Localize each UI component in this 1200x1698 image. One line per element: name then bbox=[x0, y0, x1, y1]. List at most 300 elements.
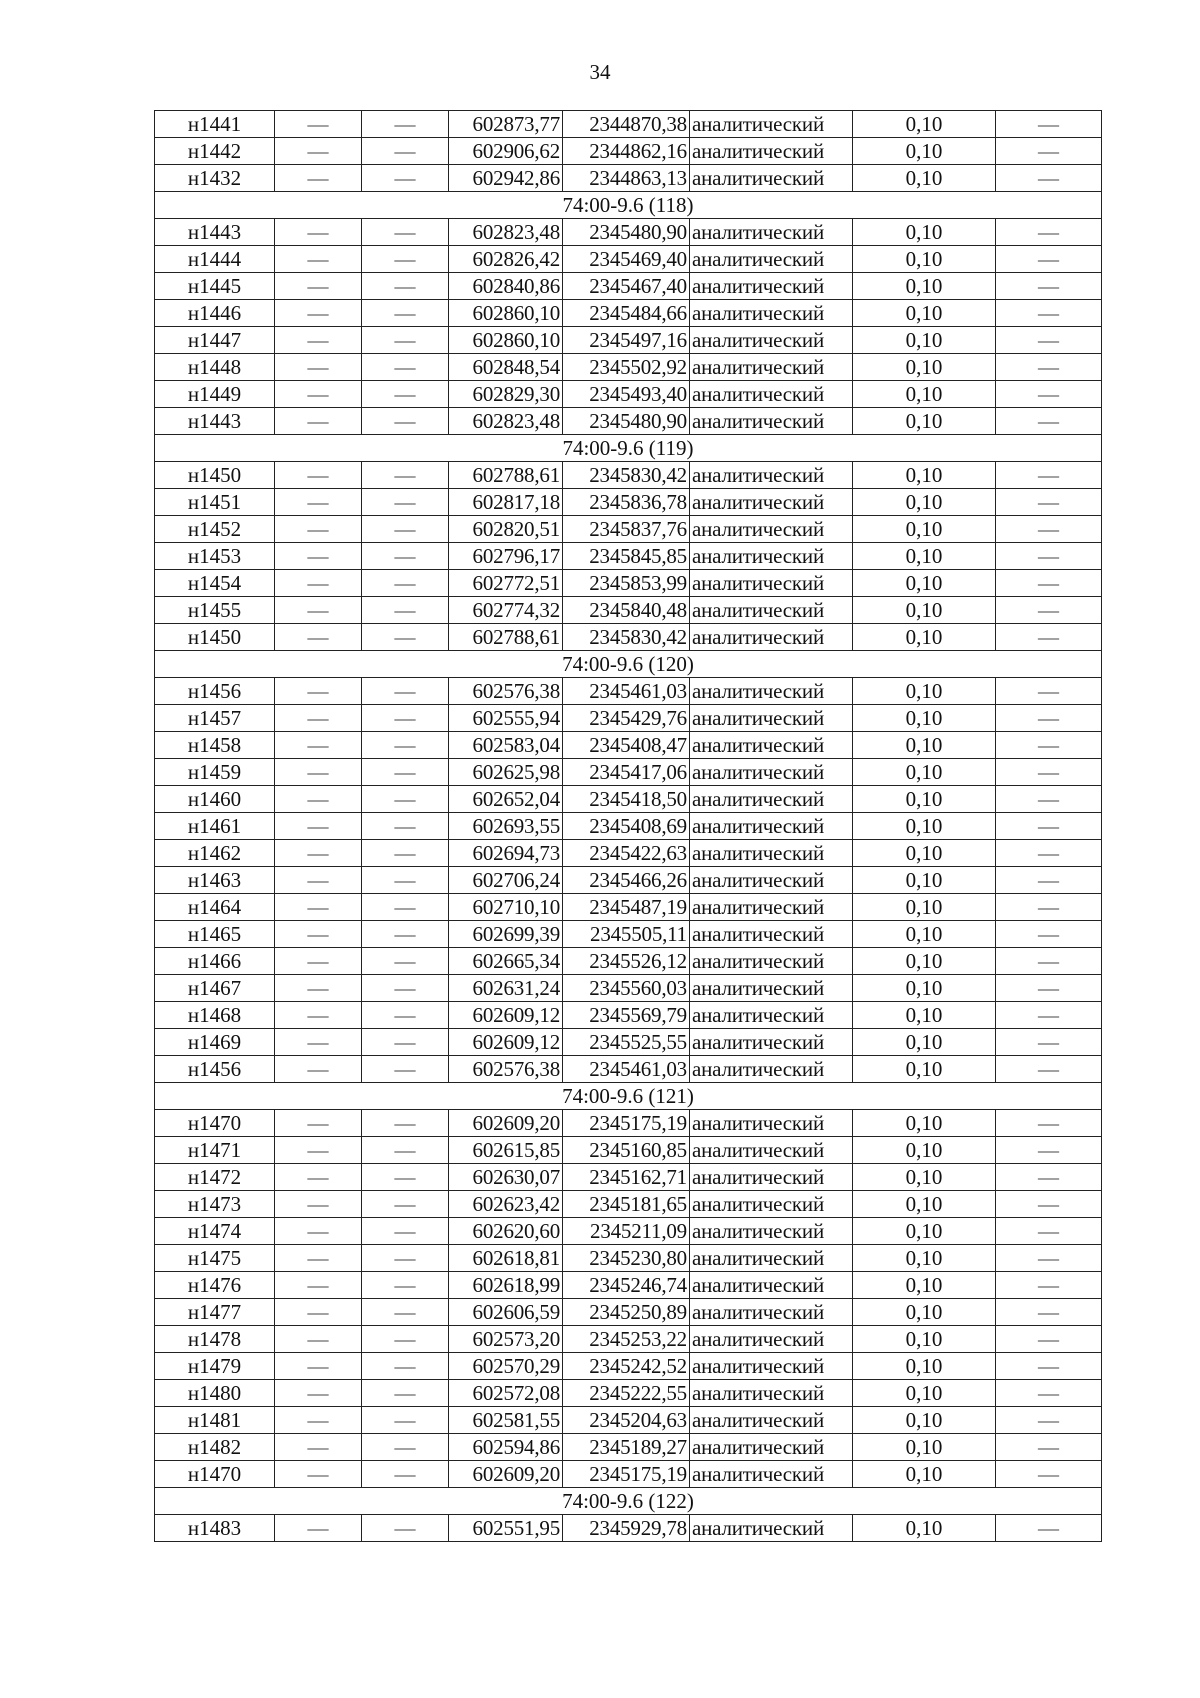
group-header-row bbox=[155, 435, 1102, 462]
description-cell: — bbox=[996, 1164, 1102, 1191]
accuracy-cell: 0,10 bbox=[853, 759, 996, 786]
old-x-cell: — bbox=[275, 1353, 362, 1380]
description-cell: — bbox=[996, 1029, 1102, 1056]
method-cell: аналитический bbox=[690, 165, 853, 192]
new-x-cell: 602860,10 bbox=[449, 327, 563, 354]
new-x-cell: 602618,81 bbox=[449, 1245, 563, 1272]
new-x-cell: 602710,10 bbox=[449, 894, 563, 921]
accuracy-cell: 0,10 bbox=[853, 975, 996, 1002]
point-name-cell: н1461 bbox=[155, 813, 275, 840]
table-row bbox=[155, 165, 1102, 192]
table-row bbox=[155, 1110, 1102, 1137]
new-x-cell: 602817,18 bbox=[449, 489, 563, 516]
new-y-cell: 2345222,55 bbox=[563, 1380, 690, 1407]
old-x-cell: — bbox=[275, 1002, 362, 1029]
new-x-cell: 602840,86 bbox=[449, 273, 563, 300]
new-y-cell: 2345204,63 bbox=[563, 1407, 690, 1434]
old-y-cell: — bbox=[362, 1218, 449, 1245]
point-name-cell: н1452 bbox=[155, 516, 275, 543]
new-x-cell: 602618,99 bbox=[449, 1272, 563, 1299]
old-x-cell: — bbox=[275, 300, 362, 327]
accuracy-cell: 0,10 bbox=[853, 516, 996, 543]
table-row bbox=[155, 1002, 1102, 1029]
method-cell: аналитический bbox=[690, 273, 853, 300]
coordinates-table bbox=[154, 110, 1102, 1542]
point-name-cell: н1442 bbox=[155, 138, 275, 165]
new-y-cell: 2345830,42 bbox=[563, 462, 690, 489]
table-row bbox=[155, 300, 1102, 327]
method-cell: аналитический bbox=[690, 678, 853, 705]
method-cell: аналитический bbox=[690, 1353, 853, 1380]
old-y-cell: — bbox=[362, 1515, 449, 1542]
old-y-cell: — bbox=[362, 1461, 449, 1488]
new-x-cell: 602630,07 bbox=[449, 1164, 563, 1191]
point-name-cell: н1468 bbox=[155, 1002, 275, 1029]
group-header-row bbox=[155, 1488, 1102, 1515]
point-name-cell: н1477 bbox=[155, 1299, 275, 1326]
description-cell: — bbox=[996, 516, 1102, 543]
method-cell: аналитический bbox=[690, 921, 853, 948]
table-row bbox=[155, 1056, 1102, 1083]
method-cell: аналитический bbox=[690, 786, 853, 813]
point-name-cell: н1462 bbox=[155, 840, 275, 867]
accuracy-cell: 0,10 bbox=[853, 408, 996, 435]
group-title: 74:00-9.6 (119) bbox=[155, 435, 1102, 462]
old-x-cell: — bbox=[275, 516, 362, 543]
old-x-cell: — bbox=[275, 1434, 362, 1461]
old-y-cell: — bbox=[362, 1434, 449, 1461]
description-cell: — bbox=[996, 1515, 1102, 1542]
method-cell: аналитический bbox=[690, 327, 853, 354]
accuracy-cell: 0,10 bbox=[853, 921, 996, 948]
description-cell: — bbox=[996, 813, 1102, 840]
group-header-row bbox=[155, 192, 1102, 219]
table-row bbox=[155, 462, 1102, 489]
table-row bbox=[155, 759, 1102, 786]
description-cell: — bbox=[996, 165, 1102, 192]
table-row bbox=[155, 1218, 1102, 1245]
new-x-cell: 602796,17 bbox=[449, 543, 563, 570]
point-name-cell: н1456 bbox=[155, 678, 275, 705]
new-x-cell: 602788,61 bbox=[449, 462, 563, 489]
method-cell: аналитический bbox=[690, 1272, 853, 1299]
point-name-cell: н1460 bbox=[155, 786, 275, 813]
table-row bbox=[155, 732, 1102, 759]
new-y-cell: 2345429,76 bbox=[563, 705, 690, 732]
new-x-cell: 602623,42 bbox=[449, 1191, 563, 1218]
description-cell: — bbox=[996, 273, 1102, 300]
old-x-cell: — bbox=[275, 1515, 362, 1542]
accuracy-cell: 0,10 bbox=[853, 1029, 996, 1056]
group-header-row bbox=[155, 651, 1102, 678]
point-name-cell: н1473 bbox=[155, 1191, 275, 1218]
old-x-cell: — bbox=[275, 381, 362, 408]
new-x-cell: 602652,04 bbox=[449, 786, 563, 813]
method-cell: аналитический bbox=[690, 1245, 853, 1272]
table-row bbox=[155, 1326, 1102, 1353]
method-cell: аналитический bbox=[690, 732, 853, 759]
accuracy-cell: 0,10 bbox=[853, 489, 996, 516]
new-x-cell: 602576,38 bbox=[449, 1056, 563, 1083]
table-row bbox=[155, 1191, 1102, 1218]
old-y-cell: — bbox=[362, 1137, 449, 1164]
method-cell: аналитический bbox=[690, 1110, 853, 1137]
point-name-cell: н1474 bbox=[155, 1218, 275, 1245]
old-x-cell: — bbox=[275, 1299, 362, 1326]
description-cell: — bbox=[996, 1056, 1102, 1083]
new-x-cell: 602848,54 bbox=[449, 354, 563, 381]
new-y-cell: 2345569,79 bbox=[563, 1002, 690, 1029]
old-x-cell: — bbox=[275, 921, 362, 948]
point-name-cell: н1446 bbox=[155, 300, 275, 327]
table-row bbox=[155, 921, 1102, 948]
old-y-cell: — bbox=[362, 1245, 449, 1272]
table-row bbox=[155, 1164, 1102, 1191]
old-x-cell: — bbox=[275, 1137, 362, 1164]
table-row bbox=[155, 948, 1102, 975]
old-y-cell: — bbox=[362, 1299, 449, 1326]
description-cell: — bbox=[996, 354, 1102, 381]
description-cell: — bbox=[996, 921, 1102, 948]
new-y-cell: 2345840,48 bbox=[563, 597, 690, 624]
accuracy-cell: 0,10 bbox=[853, 381, 996, 408]
old-y-cell: — bbox=[362, 1407, 449, 1434]
table-row bbox=[155, 516, 1102, 543]
old-y-cell: — bbox=[362, 894, 449, 921]
point-name-cell: н1472 bbox=[155, 1164, 275, 1191]
new-y-cell: 2345242,52 bbox=[563, 1353, 690, 1380]
old-x-cell: — bbox=[275, 1326, 362, 1353]
new-y-cell: 2345408,47 bbox=[563, 732, 690, 759]
description-cell: — bbox=[996, 138, 1102, 165]
new-x-cell: 602873,77 bbox=[449, 111, 563, 138]
table-row bbox=[155, 1353, 1102, 1380]
old-x-cell: — bbox=[275, 624, 362, 651]
method-cell: аналитический bbox=[690, 1515, 853, 1542]
table-row bbox=[155, 1461, 1102, 1488]
accuracy-cell: 0,10 bbox=[853, 1461, 996, 1488]
old-y-cell: — bbox=[362, 921, 449, 948]
method-cell: аналитический bbox=[690, 1002, 853, 1029]
description-cell: — bbox=[996, 1326, 1102, 1353]
accuracy-cell: 0,10 bbox=[853, 1380, 996, 1407]
accuracy-cell: 0,10 bbox=[853, 1191, 996, 1218]
table-row bbox=[155, 111, 1102, 138]
point-name-cell: н1475 bbox=[155, 1245, 275, 1272]
table-row bbox=[155, 354, 1102, 381]
new-y-cell: 2345469,40 bbox=[563, 246, 690, 273]
point-name-cell: н1443 bbox=[155, 219, 275, 246]
method-cell: аналитический bbox=[690, 759, 853, 786]
table-row bbox=[155, 219, 1102, 246]
point-name-cell: н1482 bbox=[155, 1434, 275, 1461]
new-y-cell: 2345466,26 bbox=[563, 867, 690, 894]
method-cell: аналитический bbox=[690, 624, 853, 651]
old-x-cell: — bbox=[275, 1191, 362, 1218]
new-y-cell: 2345493,40 bbox=[563, 381, 690, 408]
new-x-cell: 602826,42 bbox=[449, 246, 563, 273]
old-y-cell: — bbox=[362, 1164, 449, 1191]
old-x-cell: — bbox=[275, 1245, 362, 1272]
accuracy-cell: 0,10 bbox=[853, 273, 996, 300]
table-row bbox=[155, 1137, 1102, 1164]
new-x-cell: 602772,51 bbox=[449, 570, 563, 597]
old-y-cell: — bbox=[362, 948, 449, 975]
old-y-cell: — bbox=[362, 1191, 449, 1218]
point-name-cell: н1465 bbox=[155, 921, 275, 948]
new-y-cell: 2345417,06 bbox=[563, 759, 690, 786]
old-x-cell: — bbox=[275, 1272, 362, 1299]
method-cell: аналитический bbox=[690, 1407, 853, 1434]
new-x-cell: 602699,39 bbox=[449, 921, 563, 948]
new-y-cell: 2345160,85 bbox=[563, 1137, 690, 1164]
method-cell: аналитический bbox=[690, 840, 853, 867]
new-y-cell: 2344862,16 bbox=[563, 138, 690, 165]
old-y-cell: — bbox=[362, 678, 449, 705]
new-x-cell: 602823,48 bbox=[449, 408, 563, 435]
table-row bbox=[155, 408, 1102, 435]
table-row bbox=[155, 1407, 1102, 1434]
point-name-cell: н1463 bbox=[155, 867, 275, 894]
point-name-cell: н1448 bbox=[155, 354, 275, 381]
description-cell: — bbox=[996, 597, 1102, 624]
new-y-cell: 2345837,76 bbox=[563, 516, 690, 543]
point-name-cell: н1469 bbox=[155, 1029, 275, 1056]
new-x-cell: 602581,55 bbox=[449, 1407, 563, 1434]
description-cell: — bbox=[996, 786, 1102, 813]
table-row bbox=[155, 705, 1102, 732]
method-cell: аналитический bbox=[690, 894, 853, 921]
accuracy-cell: 0,10 bbox=[853, 1299, 996, 1326]
new-y-cell: 2345502,92 bbox=[563, 354, 690, 381]
old-y-cell: — bbox=[362, 624, 449, 651]
point-name-cell: н1454 bbox=[155, 570, 275, 597]
point-name-cell: н1470 bbox=[155, 1110, 275, 1137]
method-cell: аналитический bbox=[690, 1218, 853, 1245]
accuracy-cell: 0,10 bbox=[853, 624, 996, 651]
new-x-cell: 602606,59 bbox=[449, 1299, 563, 1326]
description-cell: — bbox=[996, 1380, 1102, 1407]
new-y-cell: 2345560,03 bbox=[563, 975, 690, 1002]
new-y-cell: 2345526,12 bbox=[563, 948, 690, 975]
new-x-cell: 602860,10 bbox=[449, 300, 563, 327]
table-row bbox=[155, 813, 1102, 840]
new-y-cell: 2345181,65 bbox=[563, 1191, 690, 1218]
accuracy-cell: 0,10 bbox=[853, 1218, 996, 1245]
old-x-cell: — bbox=[275, 1056, 362, 1083]
description-cell: — bbox=[996, 489, 1102, 516]
table-row bbox=[155, 489, 1102, 516]
point-name-cell: н1445 bbox=[155, 273, 275, 300]
point-name-cell: н1449 bbox=[155, 381, 275, 408]
old-x-cell: — bbox=[275, 894, 362, 921]
old-x-cell: — bbox=[275, 165, 362, 192]
point-name-cell: н1466 bbox=[155, 948, 275, 975]
accuracy-cell: 0,10 bbox=[853, 867, 996, 894]
accuracy-cell: 0,10 bbox=[853, 246, 996, 273]
description-cell: — bbox=[996, 1461, 1102, 1488]
point-name-cell: н1480 bbox=[155, 1380, 275, 1407]
description-cell: — bbox=[996, 1407, 1102, 1434]
accuracy-cell: 0,10 bbox=[853, 948, 996, 975]
group-title: 74:00-9.6 (118) bbox=[155, 192, 1102, 219]
method-cell: аналитический bbox=[690, 300, 853, 327]
new-x-cell: 602570,29 bbox=[449, 1353, 563, 1380]
old-y-cell: — bbox=[362, 759, 449, 786]
old-x-cell: — bbox=[275, 111, 362, 138]
method-cell: аналитический bbox=[690, 1461, 853, 1488]
new-y-cell: 2345929,78 bbox=[563, 1515, 690, 1542]
old-x-cell: — bbox=[275, 840, 362, 867]
new-x-cell: 602609,20 bbox=[449, 1461, 563, 1488]
accuracy-cell: 0,10 bbox=[853, 597, 996, 624]
method-cell: аналитический bbox=[690, 867, 853, 894]
new-x-cell: 602576,38 bbox=[449, 678, 563, 705]
old-x-cell: — bbox=[275, 948, 362, 975]
new-y-cell: 2345250,89 bbox=[563, 1299, 690, 1326]
method-cell: аналитический bbox=[690, 354, 853, 381]
new-x-cell: 602583,04 bbox=[449, 732, 563, 759]
new-y-cell: 2345461,03 bbox=[563, 1056, 690, 1083]
group-title: 74:00-9.6 (120) bbox=[155, 651, 1102, 678]
description-cell: — bbox=[996, 1353, 1102, 1380]
accuracy-cell: 0,10 bbox=[853, 327, 996, 354]
method-cell: аналитический bbox=[690, 570, 853, 597]
old-y-cell: — bbox=[362, 867, 449, 894]
method-cell: аналитический bbox=[690, 246, 853, 273]
old-x-cell: — bbox=[275, 1461, 362, 1488]
old-x-cell: — bbox=[275, 138, 362, 165]
new-x-cell: 602693,55 bbox=[449, 813, 563, 840]
table-row bbox=[155, 1380, 1102, 1407]
new-x-cell: 602788,61 bbox=[449, 624, 563, 651]
new-y-cell: 2345836,78 bbox=[563, 489, 690, 516]
accuracy-cell: 0,10 bbox=[853, 543, 996, 570]
new-x-cell: 602631,24 bbox=[449, 975, 563, 1002]
new-x-cell: 602625,98 bbox=[449, 759, 563, 786]
method-cell: аналитический bbox=[690, 1029, 853, 1056]
description-cell: — bbox=[996, 948, 1102, 975]
method-cell: аналитический bbox=[690, 1191, 853, 1218]
new-y-cell: 2345422,63 bbox=[563, 840, 690, 867]
point-name-cell: н1451 bbox=[155, 489, 275, 516]
old-y-cell: — bbox=[362, 543, 449, 570]
old-y-cell: — bbox=[362, 570, 449, 597]
description-cell: — bbox=[996, 300, 1102, 327]
new-y-cell: 2345253,22 bbox=[563, 1326, 690, 1353]
table-row bbox=[155, 1299, 1102, 1326]
description-cell: — bbox=[996, 678, 1102, 705]
old-y-cell: — bbox=[362, 1380, 449, 1407]
accuracy-cell: 0,10 bbox=[853, 570, 996, 597]
new-x-cell: 602665,34 bbox=[449, 948, 563, 975]
description-cell: — bbox=[996, 1191, 1102, 1218]
accuracy-cell: 0,10 bbox=[853, 894, 996, 921]
method-cell: аналитический bbox=[690, 1326, 853, 1353]
description-cell: — bbox=[996, 1299, 1102, 1326]
old-y-cell: — bbox=[362, 975, 449, 1002]
description-cell: — bbox=[996, 705, 1102, 732]
description-cell: — bbox=[996, 975, 1102, 1002]
old-y-cell: — bbox=[362, 273, 449, 300]
method-cell: аналитический bbox=[690, 1164, 853, 1191]
old-y-cell: — bbox=[362, 1056, 449, 1083]
method-cell: аналитический bbox=[690, 543, 853, 570]
table-row bbox=[155, 894, 1102, 921]
old-x-cell: — bbox=[275, 867, 362, 894]
accuracy-cell: 0,10 bbox=[853, 165, 996, 192]
new-x-cell: 602573,20 bbox=[449, 1326, 563, 1353]
description-cell: — bbox=[996, 867, 1102, 894]
new-y-cell: 2345480,90 bbox=[563, 219, 690, 246]
accuracy-cell: 0,10 bbox=[853, 1326, 996, 1353]
table-row bbox=[155, 138, 1102, 165]
accuracy-cell: 0,10 bbox=[853, 1353, 996, 1380]
description-cell: — bbox=[996, 219, 1102, 246]
old-y-cell: — bbox=[362, 327, 449, 354]
old-y-cell: — bbox=[362, 111, 449, 138]
point-name-cell: н1483 bbox=[155, 1515, 275, 1542]
old-x-cell: — bbox=[275, 705, 362, 732]
new-x-cell: 602555,94 bbox=[449, 705, 563, 732]
table-row bbox=[155, 786, 1102, 813]
old-x-cell: — bbox=[275, 246, 362, 273]
old-y-cell: — bbox=[362, 1353, 449, 1380]
old-y-cell: — bbox=[362, 138, 449, 165]
new-x-cell: 602823,48 bbox=[449, 219, 563, 246]
description-cell: — bbox=[996, 1245, 1102, 1272]
accuracy-cell: 0,10 bbox=[853, 732, 996, 759]
new-y-cell: 2345525,55 bbox=[563, 1029, 690, 1056]
table-row bbox=[155, 1272, 1102, 1299]
old-y-cell: — bbox=[362, 732, 449, 759]
table-row bbox=[155, 543, 1102, 570]
accuracy-cell: 0,10 bbox=[853, 840, 996, 867]
coordinates-table-body bbox=[155, 111, 1102, 1542]
old-y-cell: — bbox=[362, 1029, 449, 1056]
new-y-cell: 2345830,42 bbox=[563, 624, 690, 651]
method-cell: аналитический bbox=[690, 1299, 853, 1326]
new-y-cell: 2345175,19 bbox=[563, 1110, 690, 1137]
description-cell: — bbox=[996, 543, 1102, 570]
accuracy-cell: 0,10 bbox=[853, 1245, 996, 1272]
old-x-cell: — bbox=[275, 975, 362, 1002]
point-name-cell: н1470 bbox=[155, 1461, 275, 1488]
description-cell: — bbox=[996, 840, 1102, 867]
new-y-cell: 2344863,13 bbox=[563, 165, 690, 192]
table-row bbox=[155, 1515, 1102, 1542]
table-row bbox=[155, 975, 1102, 1002]
description-cell: — bbox=[996, 111, 1102, 138]
method-cell: аналитический bbox=[690, 948, 853, 975]
method-cell: аналитический bbox=[690, 111, 853, 138]
old-x-cell: — bbox=[275, 597, 362, 624]
method-cell: аналитический bbox=[690, 219, 853, 246]
description-cell: — bbox=[996, 732, 1102, 759]
old-y-cell: — bbox=[362, 462, 449, 489]
point-name-cell: н1459 bbox=[155, 759, 275, 786]
new-y-cell: 2345487,19 bbox=[563, 894, 690, 921]
method-cell: аналитический bbox=[690, 1434, 853, 1461]
accuracy-cell: 0,10 bbox=[853, 813, 996, 840]
method-cell: аналитический bbox=[690, 975, 853, 1002]
table-row bbox=[155, 1434, 1102, 1461]
old-x-cell: — bbox=[275, 759, 362, 786]
method-cell: аналитический bbox=[690, 1056, 853, 1083]
accuracy-cell: 0,10 bbox=[853, 111, 996, 138]
point-name-cell: н1457 bbox=[155, 705, 275, 732]
old-y-cell: — bbox=[362, 1326, 449, 1353]
